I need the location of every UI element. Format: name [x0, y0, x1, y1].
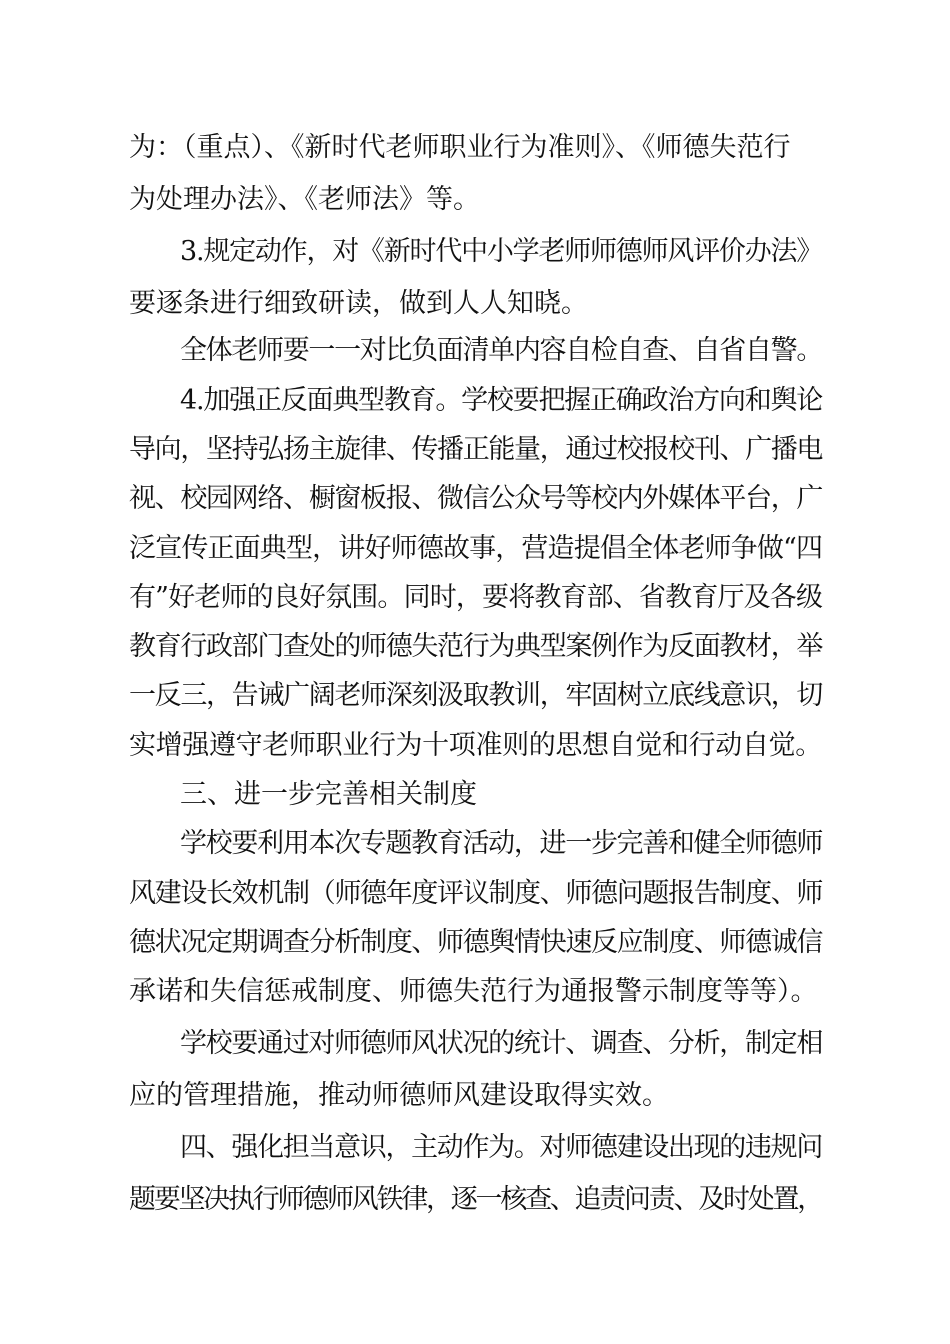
text-line	[0, 1024, 950, 1064]
text-line-content: 学校要通过对师德师风状况的统计、调查、分析，制定相	[180, 1028, 822, 1059]
text-line-content: 题要坚决执行师德师风铁律，逐一核查、追责问责、及时处置，	[129, 1184, 822, 1215]
text-line-content: 全体老师要一一对比负面清单内容自检自查、自省自警。	[180, 335, 822, 366]
text-line	[0, 529, 950, 569]
text-line	[0, 775, 950, 815]
text-line-content: 教育行政部门查处的师德失范行为典型案例作为反面教材，举	[129, 631, 823, 662]
text-line-content: 为：（重点）、《新时代老师职业行为准则》、《师德失范行	[129, 132, 791, 163]
text-line-content: 承诺和失信惩戒制度、师德失范行为通报警示制度等等）。	[129, 976, 818, 1007]
text-line-content: 三、进一步完善相关制度	[180, 779, 477, 810]
text-line	[0, 923, 950, 963]
text-line	[0, 381, 950, 421]
text-line	[0, 479, 950, 519]
text-line-content: 3.规定动作，对《新时代中小学老师师德师风评价办法》	[180, 236, 823, 267]
text-line-content: 视、校园网络、橱窗板报、微信公众号等校内外媒体平台，广	[129, 483, 823, 514]
text-line	[0, 284, 950, 324]
text-line-content: 学校要利用本次专题教育活动，进一步完善和健全师德师	[180, 828, 822, 859]
text-line	[0, 128, 950, 168]
text-line	[0, 578, 950, 618]
text-line	[0, 180, 950, 220]
text-line-content: 泛宣传正面典型，讲好师德故事，营造提倡全体老师争做“四	[129, 533, 823, 564]
text-line	[0, 824, 950, 864]
text-line	[0, 430, 950, 470]
text-line-content: 为处理办法》、《老师法》等。	[129, 184, 480, 215]
text-line	[0, 331, 950, 371]
text-line-content: 有”好老师的良好氛围。同时，要将教育部、省教育厅及各级	[129, 582, 823, 613]
text-line	[0, 627, 950, 667]
text-line-content: 4.加强正反面典型教育。学校要把握正确政治方向和舆论	[180, 385, 823, 416]
text-line	[0, 972, 950, 1012]
text-line	[0, 874, 950, 914]
text-line	[0, 1180, 950, 1220]
text-line	[0, 1128, 950, 1168]
text-line	[0, 676, 950, 716]
text-line-content: 风建设长效机制（师德年度评议制度、师德问题报告制度、师	[129, 878, 823, 909]
text-line-content: 一反三，告诫广阔老师深刻汲取教训，牢固树立底线意识，切	[129, 680, 823, 711]
text-line	[0, 1076, 950, 1116]
text-line-content: 德状况定期调查分析制度、师德舆情快速反应制度、师德诚信	[129, 927, 823, 958]
text-line-content: 实增强遵守老师职业行为十项准则的思想自觉和行动自觉。	[129, 730, 822, 761]
text-line	[0, 232, 950, 272]
text-line-content: 导向，坚持弘扬主旋律、传播正能量，通过校报校刊、广播电	[129, 434, 823, 465]
text-line-content: 四、强化担当意识，主动作为。对师德建设出现的违规问	[180, 1132, 822, 1163]
text-line-content: 应的管理措施，推动师德师风建设取得实效。	[129, 1080, 669, 1111]
text-line	[0, 726, 950, 766]
text-line-content: 要逐条进行细致研读，做到人人知晓。	[129, 288, 588, 319]
